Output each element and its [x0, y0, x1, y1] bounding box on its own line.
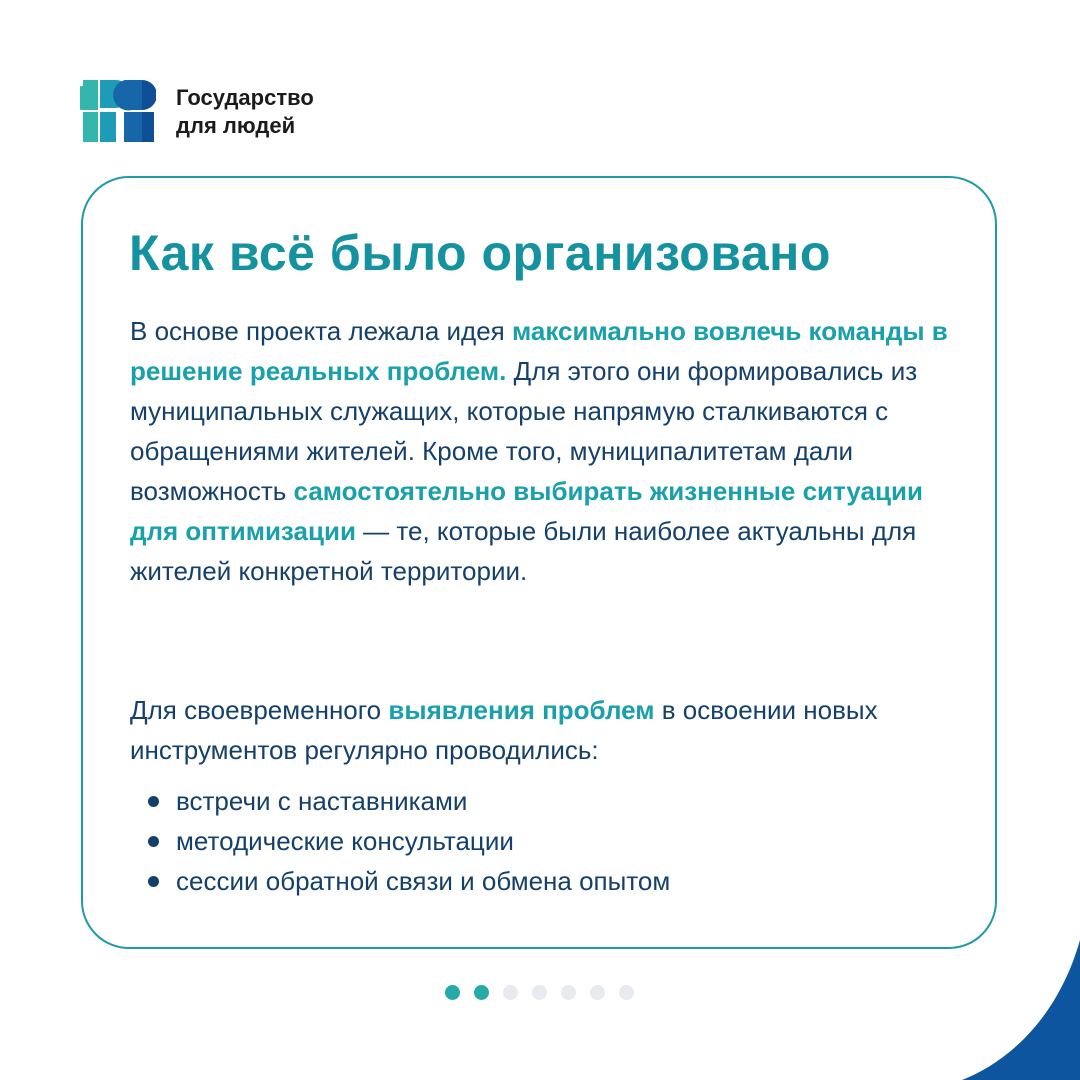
- paragraph-intro-highlight-2: самостоятельно выбирать жизненные ситуации для оптимизации: [130, 476, 923, 546]
- paragraph-problems-text-1: Для своевременного: [130, 695, 389, 725]
- paragraph-problems-text-2: в освоении новых инструментов регулярно проводились:: [130, 695, 878, 765]
- pagination-dot-6[interactable]: [590, 985, 605, 1000]
- paragraph-intro-text-2: Для этого они формировались из муниципальных служащих, которые напрямую сталкиваются с обращениями жителей. Кроме того, муниципалитетам дали возможность: [130, 356, 918, 506]
- corner-decoration: [920, 940, 1080, 1080]
- pagination-dot-2[interactable]: [474, 985, 489, 1000]
- brand-name: [176, 84, 314, 140]
- logo-shape-right-cap: [142, 80, 156, 142]
- brand-logo: [80, 80, 156, 142]
- logo-shape-left: [80, 80, 98, 142]
- pagination-dot-5[interactable]: [561, 985, 576, 1000]
- pagination-dot-4[interactable]: [532, 985, 547, 1000]
- brand-name-line1: Государство: [176, 85, 314, 110]
- list-item: сессии обратной связи и обмена опытом: [148, 861, 670, 901]
- paragraph-problems-highlight: выявления проблем: [388, 695, 655, 725]
- activities-list: [148, 781, 670, 901]
- list-item: методические консультации: [148, 821, 670, 861]
- paragraph-intro-highlight-1: максимально вовлечь команды в решение реальных проблем.: [130, 316, 948, 386]
- paragraph-intro: [130, 311, 950, 591]
- list-item: встречи с наставниками: [148, 781, 670, 821]
- pagination-dot-7[interactable]: [619, 985, 634, 1000]
- paragraph-intro-text-1: В основе проекта лежала идея: [130, 316, 512, 346]
- paragraph-problems: [130, 690, 950, 770]
- corner-shape: [962, 940, 1080, 1080]
- pagination-dot-1[interactable]: [445, 985, 460, 1000]
- paragraph-intro-text-3: — те, которые были наиболее актуальны для жителей конкретной территории.: [130, 516, 917, 586]
- logo-shape-right: [113, 80, 142, 142]
- brand-name-line2: для людей: [176, 113, 296, 138]
- pagination-dot-3[interactable]: [503, 985, 518, 1000]
- page-title: Как всё было организовано: [129, 225, 831, 281]
- carousel-pagination: [445, 985, 634, 1000]
